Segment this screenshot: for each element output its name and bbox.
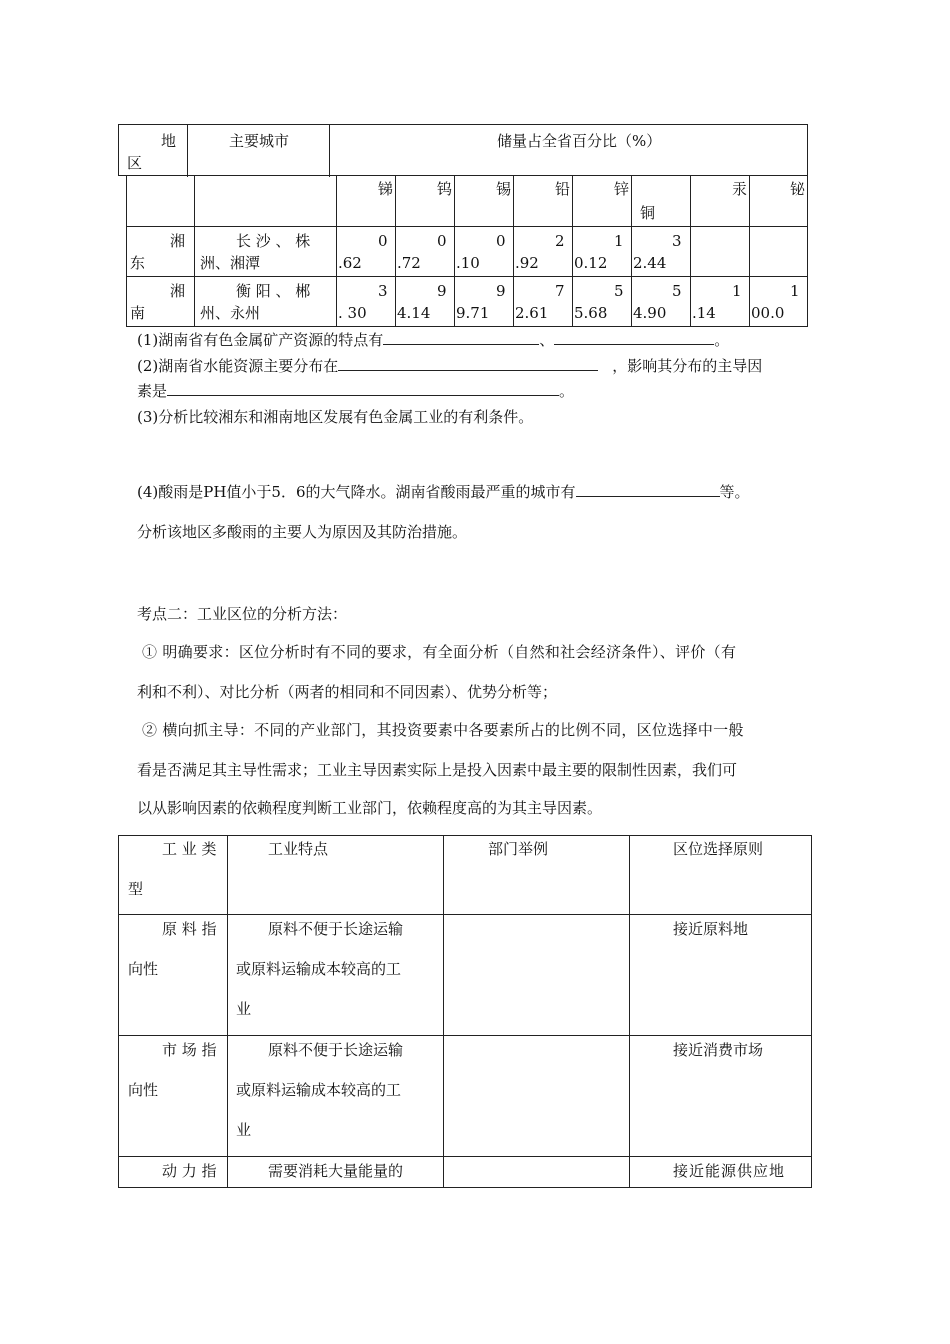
row2-hg-2: .14 — [692, 304, 716, 322]
header-region-1: 地 — [161, 132, 177, 150]
t2-row1-type-1: 原 料 指 — [162, 920, 217, 938]
row2-w-1: 9 — [437, 282, 447, 300]
question-3: (3)分析比较湘东和湘南地区发展有色金属工业的有利条件。 — [137, 408, 534, 426]
row1-w-2: .72 — [397, 254, 421, 272]
row2-city-1: 衡 阳 、 郴 — [236, 282, 311, 300]
t2-header-feature: 工业特点 — [268, 840, 329, 858]
blank[interactable] — [383, 330, 539, 345]
row2-city-2: 州、永州 — [200, 304, 261, 322]
row2-sb-2: . 30 — [338, 304, 367, 322]
row2-zn-2: 5.68 — [574, 304, 608, 322]
row2-w-2: 4.14 — [397, 304, 431, 322]
row1-city-1: 长 沙 、 株 — [236, 232, 311, 250]
row1-sn-2: .10 — [456, 254, 480, 272]
t2-row2-type-2: 向性 — [128, 1081, 159, 1099]
row1-sb-1: 0 — [378, 232, 388, 250]
row1-w-1: 0 — [437, 232, 447, 250]
section2-p2-l1: ② 横向抓主导：不同的产业部门，其投资要素中各要素所占的比例不同，区位选择中一般 — [142, 721, 744, 739]
metal-cu: 铜 — [640, 204, 656, 222]
blank[interactable] — [576, 482, 720, 497]
row2-sb-1: 3 — [378, 282, 388, 300]
row2-pb-1: 7 — [555, 282, 565, 300]
metal-sn: 锡 — [496, 180, 512, 198]
section2-p1-l1: ① 明确要求：区位分析时有不同的要求，有全面分析（自然和社会经济条件）、评价（有 — [142, 643, 737, 661]
metal-zn: 锌 — [614, 180, 630, 198]
metal-hg: 汞 — [732, 180, 748, 198]
row1-pb-2: .92 — [515, 254, 539, 272]
row2-hg-1: 1 — [732, 282, 742, 300]
t2-row2-f3: 业 — [236, 1121, 252, 1139]
row2-sn-2: 9.71 — [456, 304, 490, 322]
header-percent: 储量占全省百分比（%） — [497, 132, 662, 150]
row2-bi-1: 1 — [790, 282, 800, 300]
table1-header-box — [118, 124, 808, 176]
row1-cu-2: 2.44 — [633, 254, 667, 272]
row2-pb-2: 2.61 — [515, 304, 549, 322]
question-1: (1)湖南省有色金属矿产资源的特点有 、 。 — [137, 331, 730, 349]
row1-cu-1: 3 — [672, 232, 682, 250]
row1-sn-1: 0 — [496, 232, 506, 250]
section2-p2-l3: 以从影响因素的依赖程度判断工业部门，依赖程度高的为其主导因素。 — [137, 799, 603, 817]
question-4-line2: 分析该地区多酸雨的主要人为原因及其防治措施。 — [137, 523, 468, 541]
question-2-line2: 素是 。 — [137, 382, 575, 400]
row1-zn-2: 0.12 — [574, 254, 608, 272]
row2-zn-1: 5 — [614, 282, 624, 300]
table2 — [118, 835, 812, 1188]
row2-sn-1: 9 — [496, 282, 506, 300]
question-2-line1: (2)湖南省水能资源主要分布在 ，影响其分布的主导因 — [137, 357, 763, 375]
row2-region-1: 湘 — [170, 282, 186, 300]
blank[interactable] — [167, 381, 559, 396]
metal-pb: 铅 — [555, 180, 571, 198]
row1-region-2: 东 — [130, 254, 146, 272]
t2-row3-f1: 需要消耗大量能量的 — [268, 1162, 404, 1180]
t2-row2-f2: 或原料运输成本较高的工 — [236, 1081, 402, 1099]
t2-row2-principle: 接近消费市场 — [673, 1041, 764, 1059]
t2-row3-principle: 接近能源供应地 — [673, 1162, 786, 1180]
row2-cu-2: 4.90 — [633, 304, 667, 322]
t2-row1-principle: 接近原料地 — [673, 920, 749, 938]
metal-sb: 锑 — [378, 180, 394, 198]
t2-row1-f1: 原料不便于长途运输 — [268, 920, 404, 938]
row1-city-2: 洲、湘潭 — [200, 254, 261, 272]
section2-p2-l2: 看是否满足其主导性需求；工业主导因素实际上是投入因素中最主要的限制性因素，我们可 — [137, 761, 738, 779]
t2-row1-f3: 业 — [236, 1000, 252, 1018]
metal-w: 钨 — [437, 180, 453, 198]
section2-p1-l2: 利和不利）、对比分析（两者的相同和不同因素）、优势分析等； — [137, 683, 558, 701]
t2-row1-f2: 或原料运输成本较高的工 — [236, 960, 402, 978]
question-4-line1: (4)酸雨是PH值小于5．6的大气降水。湖南省酸雨最严重的城市有 等。 — [137, 483, 750, 501]
blank[interactable] — [554, 330, 714, 345]
row1-pb-1: 2 — [555, 232, 565, 250]
header-region-2: 区 — [127, 154, 143, 172]
row1-region-1: 湘 — [170, 232, 186, 250]
t2-header-type-1: 工 业 类 — [162, 840, 217, 858]
t2-row2-type-1: 市 场 指 — [162, 1041, 217, 1059]
row1-sb-2: .62 — [338, 254, 362, 272]
section2-title: 考点二：工业区位的分析方法： — [137, 605, 348, 623]
row2-bi-2: 00.0 — [751, 304, 785, 322]
row1-zn-1: 1 — [614, 232, 624, 250]
table1-body — [126, 175, 808, 327]
blank[interactable] — [338, 356, 598, 371]
t2-header-principle: 区位选择原则 — [673, 840, 764, 858]
t2-row1-type-2: 向性 — [128, 960, 159, 978]
t2-row3-type-1: 动 力 指 — [162, 1162, 217, 1180]
t2-header-example: 部门举例 — [488, 840, 549, 858]
header-main-city: 主要城市 — [229, 132, 290, 150]
metal-bi: 铋 — [790, 180, 806, 198]
t2-header-type-2: 型 — [128, 880, 144, 898]
t2-row2-f1: 原料不便于长途运输 — [268, 1041, 404, 1059]
row2-region-2: 南 — [130, 304, 146, 322]
row2-cu-1: 5 — [672, 282, 682, 300]
